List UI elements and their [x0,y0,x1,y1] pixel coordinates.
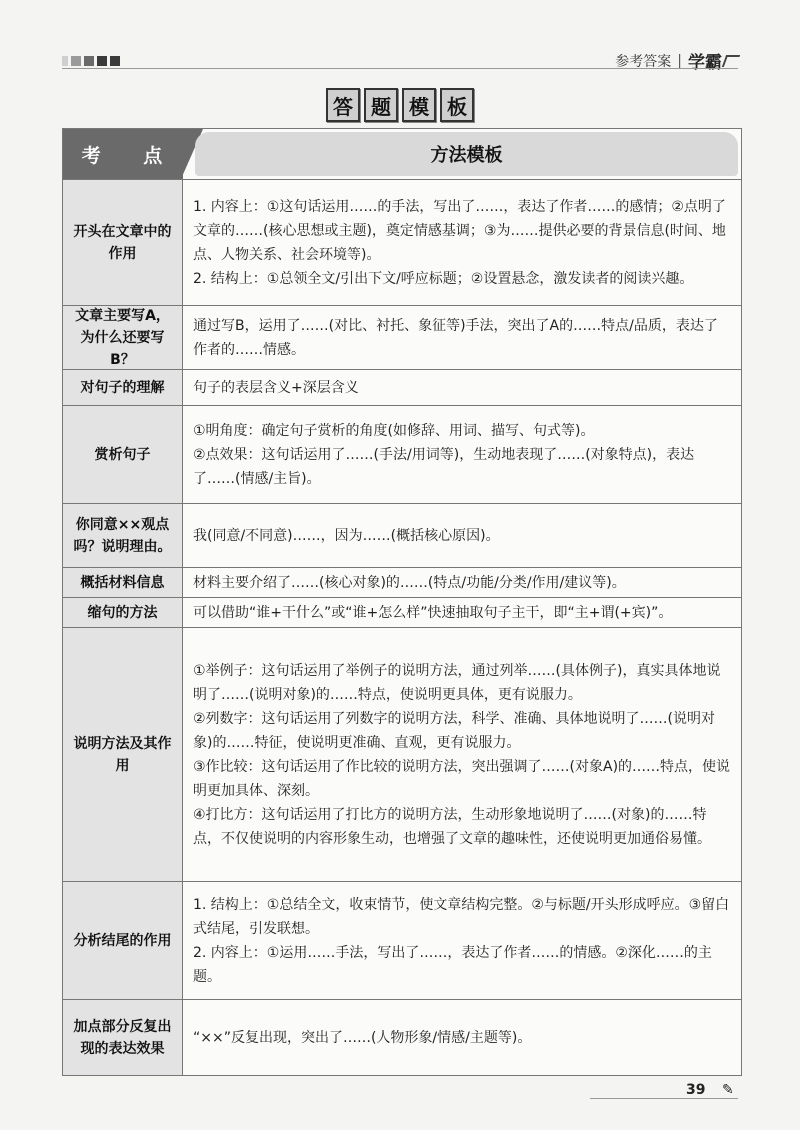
cap-icon [722,55,740,67]
pencil-icon: ✎ [722,1082,734,1098]
row-method [183,370,741,405]
section-label: 参考答案 [615,53,672,70]
method-line: ①明角度：确定句子赏析的角度(如修辞、用词、描写、句式等)。 [193,422,595,439]
method-line: 1. 内容上：①这句话运用……的手法，写出了……，表达了作者……的感情；②点明了文章的……(核心思想或主题)，奠定情感基调；③为……提供必要的背景信息(时间、地点、人物关系、社会环境等)。 [193,198,726,263]
row-method [183,568,741,597]
method-line: ①举例子：这句话运用了举例子的说明方法，通过列举……(具体例子)，真实具体地说明了……(说明对象)的……特点，使说明更具体，更有说服力。 [193,662,721,703]
answer-template-table [62,128,742,1076]
table-row [63,627,741,881]
method-line: 材料主要介绍了……(核心对象)的……(特点/功能/分类/作用/建议等)。 [193,574,626,591]
table-row [63,305,741,369]
table-row [63,567,741,597]
page-title [326,88,474,122]
row-method [183,598,741,627]
table-row [63,881,741,999]
method-line: 可以借助“谁+干什么”或“谁+怎么样”快速抽取句子主干，即“主+谓(+宾)”。 [193,604,673,621]
title-char: 模 [402,88,436,122]
row-method [183,504,741,567]
row-topic: 说明方法及其作用 [63,628,183,881]
row-method [183,306,741,369]
title-char: 题 [364,88,398,122]
row-method [183,180,741,305]
brand-name: 学霸 [688,53,722,73]
row-topic: 赏析句子 [63,406,183,503]
table-header [63,129,741,179]
method-line: ②点效果：这句话运用了……(手法/用词等)，生动地表现了……(对象特点)，表达了……(情感/主旨)。 [193,446,695,487]
header-divider [62,68,738,69]
table-row [63,503,741,567]
row-method [183,628,741,881]
table-row [63,369,741,405]
running-header: 参考答案 | 学霸 [615,48,738,73]
row-topic: 分析结尾的作用 [63,882,183,999]
method-line: ③作比较：这句话运用了作比较的说明方法，突出强调了……(对象A)的……特点，使说明更加具体、深刻。 [193,758,731,799]
row-topic: 对句子的理解 [63,370,183,405]
table-row [63,179,741,305]
title-char: 板 [440,88,474,122]
table-row [63,999,741,1075]
footer-divider [590,1098,738,1099]
title-char: 答 [326,88,360,122]
header-topic: 考 点 [63,129,183,179]
header-method: 方法模板 [195,132,738,176]
row-method [183,1000,741,1075]
row-topic: 文章主要写A，为什么还要写B？ [63,306,183,369]
method-line: 通过写B，运用了……(对比、衬托、象征等)手法，突出了A的……特点/品质，表达了作者的……情感。 [193,317,718,358]
method-line: ④打比方：这句话运用了打比方的说明方法，生动形象地说明了……(对象)的……特点，不仅使说明的内容形象生动，也增强了文章的趣味性，还使说明更加通俗易懂。 [193,806,711,847]
row-topic: 开头在文章中的作用 [63,180,183,305]
row-topic: 你同意××观点吗？说明理由。 [63,504,183,567]
page-number: 39 [686,1082,706,1098]
method-line: 2. 结构上：①总领全文/引出下文/呼应标题；②设置悬念，激发读者的阅读兴趣。 [193,270,694,287]
method-line: 1. 结构上：①总结全文，收束情节，使文章结构完整。②与标题/开头形成呼应。③留白式结尾，引发联想。 [193,896,730,937]
table-row [63,597,741,627]
method-line: 句子的表层含义+深层含义 [193,379,359,396]
method-line: ②列数字：这句话运用了列数字的说明方法，科学、准确、具体地说明了……(说明对象)的……特征，使说明更准确、直观，更有说服力。 [193,710,716,751]
row-method [183,882,741,999]
method-line: 我(同意/不同意)……，因为……(概括核心原因)。 [193,527,500,544]
table-row [63,405,741,503]
method-line: “××”反复出现，突出了……(人物形象/情感/主题等)。 [193,1029,532,1046]
method-line: 2. 内容上：①运用……手法，写出了……，表达了作者……的情感。②深化……的主题。 [193,944,712,985]
row-topic: 缩句的方法 [63,598,183,627]
row-method [183,406,741,503]
header-decoration [62,56,120,66]
row-topic: 加点部分反复出现的表达效果 [63,1000,183,1075]
row-topic: 概括材料信息 [63,568,183,597]
